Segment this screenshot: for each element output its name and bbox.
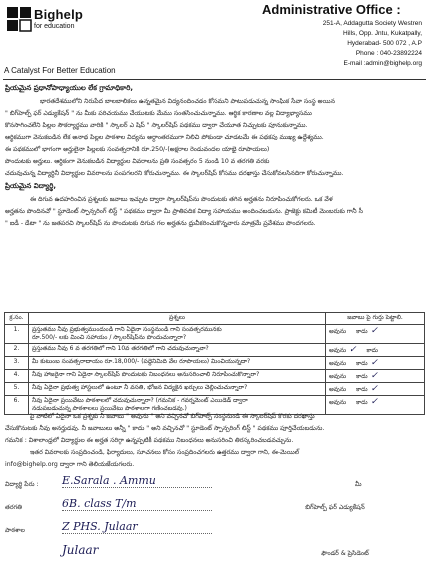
organization-name: బిగ్‌హెల్ప్ ఫర్ ఎడ్యుకేషన్ — [305, 504, 365, 511]
eligibility-questions-table — [4, 312, 425, 415]
tagline: A Catalyst For Better Education — [4, 66, 116, 75]
salutation-headmaster: ప్రియమైన ప్రధానోపాధ్యాయుల లేక గ్రామాధికారి, — [5, 84, 134, 92]
school-field[interactable]: Z PHS. Julaar — [62, 520, 212, 534]
checkmark-icon: ✓ — [367, 326, 378, 336]
checked-option[interactable]: కాదు ✓ — [356, 384, 378, 394]
column-header-number: క్ర.సం. — [5, 313, 29, 325]
brand-subtitle: for education — [34, 23, 75, 30]
student-name-field[interactable]: E.Sarala . Ammu — [62, 474, 212, 488]
intro-text-line: కొనసాగించలేని పిల్లల సౌకర్యార్థము వారికి " స్కాలర్ ఎ షిప్ " స్కాలర్‌షిప్ పథకము ద్వారా చేయూత నిచ్చుటకు పూనుకున్నాము. — [5, 122, 308, 129]
column-header-question: ప్రశ్నలు — [29, 313, 326, 325]
checked-option[interactable]: కాదు ✓ — [356, 371, 378, 381]
checkmark-icon: ✓ — [346, 345, 357, 355]
student-name-label: విద్యార్థి పేరు : — [5, 481, 39, 488]
office-title: Administrative Office : — [262, 2, 401, 17]
answer-option[interactable]: అవును — [329, 360, 347, 367]
note-line: చేసుకొనుటకు నీవు అనర్హుడవు. నీ జవాబులు అన్నీ " కాదు " అని వచ్చినచో " స్టూడెంట్ స్పాన్సరింగ్ లిస్ట్ " పథకము పూర్తిచేయబడును. — [5, 425, 325, 432]
brand-name: Bighelp — [34, 7, 84, 22]
checked-option[interactable]: కాదు ✓ — [356, 326, 378, 336]
bighelp-logo-icon — [6, 6, 32, 32]
note-line: గమనిక : విశాలాంధ్రలో విద్యార్థుల ఈ అర్హత సరిగ్గా ఉన్నప్పటికీ పథకము నిబంధనలు అనుసరించి తిరస్కరించబడవచ్చును. — [5, 437, 294, 444]
intro-text-line: ఈ పథకములో భాగంగా అర్హులైనా పిల్లలకు సంవత్సరానికి రూ.250/-(అక్షరాల రెండువందల యాభై రూపాయలు) — [5, 146, 270, 153]
intro-text-line: ఆర్థికముగా వెనుకబడిన లేక అనాథ పిల్లల పాఠశాల విద్యను అర్ధాంతరముగా నిలిచి పోకుండా చూడటమే ఈ పథకపు ముఖ్య ఉద్దేశ్యము. — [5, 134, 324, 141]
closing-mi: మీ — [355, 481, 362, 488]
answer-option[interactable]: అవును — [329, 328, 347, 335]
address-line: Hills, Opp. Jntu, Kukatpally, — [343, 30, 422, 37]
address-line: 251-A, Addagutta Society Westren — [322, 20, 422, 27]
student-text-line: " ఐడీ - డేటా " ను జతపరచి స్కాలర్‌షిప్ ను పొందుటకు దిగువ గల అర్హతను ధ్రువీకరించుకొన్నవారు మాత్రమే ప్రవేశము పొందగలరు. — [5, 220, 316, 227]
village-field[interactable]: Julaar — [62, 543, 99, 557]
checked-option[interactable]: కాదు ✓ — [356, 397, 378, 407]
checkmark-icon: ✓ — [367, 371, 378, 381]
student-text-line: ఈ దిగువ ఉదహరించిన ప్రశ్నలకు జవాబు ఇచ్చుట ద్వారా స్కాలర్‌షిప్‌ను పొందుటకు తగిన అర్హతను నిరూపించుకోగలరు. ఒక వేళ — [30, 196, 333, 203]
answer-cell[interactable] — [326, 370, 425, 383]
table-row: 6. నీవు ఏదైనా ప్రయివేటు పాఠశాలలో చదువుచున్నారా? (గమనిక - గవర్నమెంట్ ఎయిడెడ్ ద్వారా నడుపబడుచున్న పాఠశాలలు ప్రయివేటు పాఠశాలగా గణించబడవు.) అవును కాదు ✓ — [5, 396, 425, 415]
school-label: పాఠశాల — [5, 527, 25, 534]
checkmark-icon: ✓ — [367, 384, 378, 394]
table-row: 4. నీవు హాజరైనా గాని ఏదైనా స్కాలర్‌షిప్ పొందుటకు నిబంధనలు అనుసరించాలి నిరూపించుకొన్నారా? అవును కాదు ✓ — [5, 370, 425, 383]
answer-cell[interactable] — [326, 344, 425, 357]
intro-text-line: చదువుచున్న విద్యార్థినీ విద్యార్థుల వివరాలను పంపగలరని కోరుచున్నాము. ఈ స్కాలర్‌షిప్ కోసము దరఖాస్తు చేసుకోవలసినదిగా కోరుచున్నాము. — [5, 170, 344, 177]
checked-option[interactable]: అవును ✓ — [329, 345, 357, 355]
phone-line: Phone : 040-23892224 — [355, 50, 422, 57]
email-line: E-mail :admin@bighelp.org — [343, 60, 422, 67]
table-row: 3. మీ కుటుంబ సంవత్సరాదాయం రూ.18,000/- (పద్దెనిమిది వేల రూపాయలు) మించియున్నదా? అవును కాదు ✓ — [5, 357, 425, 370]
salutation-student: ప్రియమైన విద్యార్థి, — [5, 182, 57, 190]
answer-option[interactable]: అవును — [329, 399, 347, 406]
answer-option[interactable]: అవును — [329, 386, 347, 393]
note-line: ఇతర వివరాలకు సంప్రదించండి, ఫిర్యాదులు, సూచనలు కోసం సంప్రదించగలరు ఉత్తరము ద్వారా గాని, ఈ-మెయిల్ — [30, 449, 300, 456]
answer-cell[interactable] — [326, 383, 425, 396]
contact-email-line: info@bighelp.org ద్వారా గాని తెలియజేయగలరు. — [5, 461, 135, 468]
class-field[interactable]: 6B. class T/m — [62, 497, 212, 511]
note-line: పై వాటిలో ఏదైనా ఒక ప్రశ్నకు నీ జవాబు " అవును " అని వచ్చినచో బిగ్‌హెల్ప్ సంస్థనుండి ఈ స్కాలర్‌షిప్ కొరకు దరఖాస్తు — [30, 413, 315, 420]
student-text-line: అర్హతను పొందినచో " స్టూడెంట్ స్పాన్సరింగ్ లిస్ట్ " పథకము ద్వారా మీ ప్రాతిపదిక విద్యా సహాయము అందించబడును. ప్రాజెక్టు కమిటీ మెంబరుకు గానీ సీ — [5, 208, 363, 215]
column-header-answer: జవాబు పై గుర్తు పెట్టాలి. — [326, 313, 425, 325]
answer-option[interactable]: కాదు — [366, 347, 378, 354]
answer-cell[interactable] — [326, 357, 425, 370]
checkmark-icon: ✓ — [367, 397, 378, 407]
table-row: 1. ప్రస్తుతము నీవు ప్రభుత్వముందుండి గాని ఏదైనా సంస్థనుండి గాని సంవత్సరమునకు రూ.500/- లకు మించి సహాయం / స్కాలర్‌షిప్‌ను పొందుచున్నారా? అవును కాదు ✓ — [5, 325, 425, 344]
intro-text-line: భారతదేశములోని నిరుపేద బాలబాలికలు ఉన్నతమైన విద్యనందించడం కోసమని పాటుపడుచున్న సాంఘిక సేవా సంస్థ అయిన — [40, 98, 335, 105]
answer-cell[interactable] — [326, 325, 425, 344]
checked-option[interactable]: కాదు ✓ — [356, 358, 378, 368]
header-divider — [3, 79, 426, 80]
address-line: Hyderabad- 500 072 , A.P — [347, 40, 422, 47]
class-label: తరగతి — [5, 504, 22, 511]
checkmark-icon: ✓ — [367, 358, 378, 368]
intro-text-line: పొందుటకు అర్హులు. ఆర్థికంగా వెనుకబడిన విద్యార్థుల వివరాలను ప్రతి సంవత్సరం 5 నుండి 10 వ తరగతి వరకు — [5, 158, 270, 165]
intro-text-line: " బిగ్‌హెల్ప్ ఫర్ ఎడ్యుకేషన్ " ను మీకు పరిచయము చేయుటకు మేము సంతసించుచున్నాము. ఆర్థిక కారణాల వల్ల విద్యాభ్యాసము — [5, 110, 312, 117]
answer-option[interactable]: అవును — [329, 373, 347, 380]
table-row: 5. నీవు ఏదైనా ప్రభుత్వ హాస్టలులో ఉంటూ నీ వసతి, భోజన విద్యకైన ఖర్చులు చెల్లించుచున్నారా? అవును కాదు ✓ — [5, 383, 425, 396]
table-row: 2. ప్రస్తుతము నీవు 6 వ తరగతిలో గాని 10వ తరగతిలో గాని చదువుచున్నావా? అవును ✓ కాదు — [5, 344, 425, 357]
founder-title: ఫౌండర్ & ప్రెసిడెంట్ — [321, 550, 369, 557]
